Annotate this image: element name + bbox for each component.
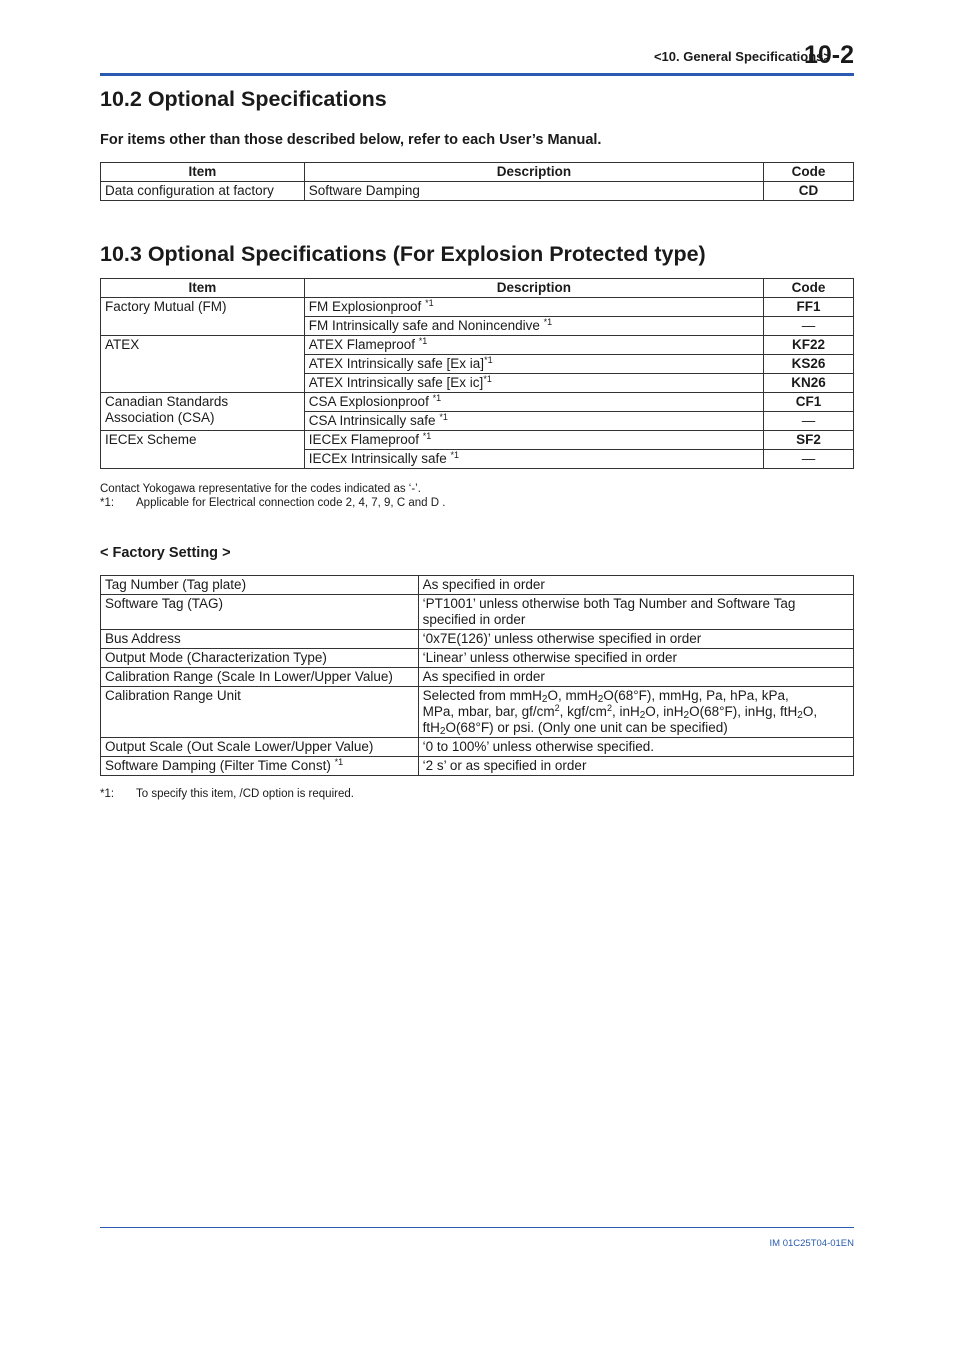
cell-description: ATEX Intrinsically safe [Ex ia]$^{*1}$	[304, 355, 763, 374]
cell-description: CSA Explosionproof $^{*1}$	[304, 393, 763, 412]
footer-rule	[100, 1227, 854, 1228]
cell-value: As specified in order	[418, 668, 853, 687]
header-page-number: 10-2	[803, 41, 854, 69]
optional-spec-table	[100, 162, 854, 201]
cell-item: Output Scale (Out Scale Lower/Upper Value)	[101, 738, 419, 757]
cell-description: IECEx Flameproof $^{*1}$	[304, 431, 763, 450]
col-header-description: Description	[304, 163, 763, 182]
cell-description: Software Damping	[304, 182, 763, 201]
table-header-row	[101, 163, 854, 182]
cell-value: ‘2 s’ or as specified in order	[418, 757, 853, 776]
footnote-1: *1: Applicable for Electrical connection code 2, 4, 7, 9, C and D .	[100, 497, 446, 509]
cell-description: ATEX Intrinsically safe [Ex ic]$^{*1}$	[304, 374, 763, 393]
footer-doc-id: IM 01C25T04-01EN	[769, 1238, 854, 1249]
cell-description: CSA Intrinsically safe $^{*1}$	[304, 412, 763, 431]
cell-value: Selected from mmH$_2$O, mmH$_2$O(68°F), mmHg, Pa, hPa, kPa, MPa, mbar, bar, $gf/cm^2$, kgf/$cm^2$, inH$_2$O, inH$_2$O(68°F), inHg, ftH$_2$O, ftH$_2$O(68°F) or psi. (Only one unit can be specified)	[418, 687, 853, 738]
cell-description: FM Explosionproof $^{*1}$	[304, 298, 763, 317]
cell-item: Bus Address	[101, 630, 419, 649]
cell-item: Data configuration at factory	[101, 182, 305, 201]
table-header-row	[101, 279, 854, 298]
col-header-code: Code	[764, 279, 854, 298]
section-10-2-title: 10.2 Optional Specifications	[100, 87, 387, 111]
cell-value: ‘PT1001’ unless otherwise both Tag Number and Software Tag specified in order	[418, 595, 853, 630]
col-header-item: Item	[101, 163, 305, 182]
explosion-protected-table	[100, 278, 854, 469]
table-row	[101, 576, 854, 595]
cell-item: Software Tag (TAG)	[101, 595, 419, 630]
cell-value: As specified in order	[418, 576, 853, 595]
cell-description: ATEX Flameproof $^{*1}$	[304, 336, 763, 355]
cell-item: IECEx Scheme	[101, 431, 305, 469]
cell-code: KF22	[764, 336, 854, 355]
cell-item: Factory Mutual (FM)	[101, 298, 305, 336]
cell-code: SF2	[764, 431, 854, 450]
factory-setting-table	[100, 575, 854, 776]
cell-code: —	[764, 317, 854, 336]
cell-item: Calibration Range Unit	[101, 687, 419, 738]
cell-value: ‘0x7E(126)’ unless otherwise specified in order	[418, 630, 853, 649]
section-10-2-intro: For items other than those described below, refer to each User’s Manual.	[100, 132, 602, 148]
table-row	[101, 668, 854, 687]
cell-description: FM Intrinsically safe and Nonincendive $^{*1}$	[304, 317, 763, 336]
table-row	[101, 298, 854, 317]
header-section-title: <10. General Specifications>	[653, 49, 831, 64]
cell-code: KS26	[764, 355, 854, 374]
cell-code: —	[764, 450, 854, 469]
table-row	[101, 687, 854, 738]
col-header-item: Item	[101, 279, 305, 298]
cell-value: ‘0 to 100%’ unless otherwise specified.	[418, 738, 853, 757]
factory-footnote-1: *1: To specify this item, /CD option is required.	[100, 788, 354, 800]
cell-item: Canadian Standards Association (CSA)	[101, 393, 305, 431]
cell-code: KN26	[764, 374, 854, 393]
cell-code: CF1	[764, 393, 854, 412]
cell-item: Software Damping (Filter Time Const) $^{*1}$	[101, 757, 419, 776]
col-header-description: Description	[304, 279, 763, 298]
cell-code: FF1	[764, 298, 854, 317]
section-10-3-title: 10.3 Optional Specifications (For Explosion Protected type)	[100, 242, 706, 266]
factory-setting-title: < Factory Setting >	[100, 545, 231, 561]
col-header-code: Code	[764, 163, 854, 182]
cell-code: CD	[764, 182, 854, 201]
cell-item: ATEX	[101, 336, 305, 393]
table-row	[101, 336, 854, 355]
note-contact: Contact Yokogawa representative for the codes indicated as ‘-’.	[100, 483, 421, 495]
table-row	[101, 431, 854, 450]
cell-item: Tag Number (Tag plate)	[101, 576, 419, 595]
table-row	[101, 649, 854, 668]
cell-value: ‘Linear’ unless otherwise specified in order	[418, 649, 853, 668]
cell-item: Output Mode (Characterization Type)	[101, 649, 419, 668]
table-row	[101, 182, 854, 201]
table-row	[101, 738, 854, 757]
header-rule	[100, 73, 854, 76]
cell-item: Calibration Range (Scale In Lower/Upper Value)	[101, 668, 419, 687]
table-row	[101, 595, 854, 630]
table-row	[101, 393, 854, 412]
cell-description: IECEx Intrinsically safe $^{*1}$	[304, 450, 763, 469]
cell-code: —	[764, 412, 854, 431]
table-row	[101, 630, 854, 649]
table-row	[101, 757, 854, 776]
